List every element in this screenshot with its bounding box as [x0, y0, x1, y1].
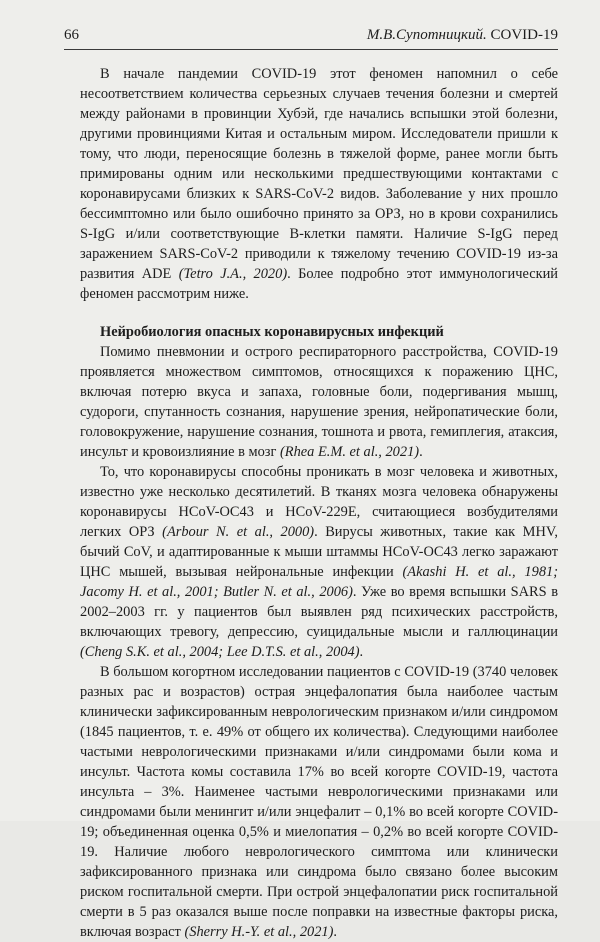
paragraph-cohort-study: В большом когортном исследовании пациентов с COVID-19 (3740 человек разных рас и возрастов) острая энцефалопатия была наиболее частым клинически зафиксированным неврологическим признаком и/или синдромом (1845 пациентов, т. е. 49% от общего их количества). Следующими наиболее частыми неврологическими признаками и/или синдромами были кома и инсульт. Частота комы составила 17% во всей когорте COVID-19, частота инсульта – 3%. Наименее частыми неврологическими признаками или синдромами были менингит и/или энцефалит – 0,1% во всей когорте COVID-19; объединенная оценка 0,5% и миелопатия – 0,2% во всей когорте COVID-19. Наличие любого неврологического симптома или клинически зафиксированного признака или синдрома было связано более высоким риском госпитальной смерти. При острой энцефалопатии риск госпитальной смерти в 5 раз оказался выше после поправки на известные факторы риска, включая возраст (Sherry H.-Y. et al., 2021). [80, 664, 558, 940]
citation: (Sherry H.-Y. et al., 2021) [184, 924, 334, 940]
running-head-title: COVID-19 [490, 27, 558, 43]
running-head-author: М.В.Супотницкий. [366, 27, 487, 43]
section-heading: Нейробиология опасных коронавирусных инфекций [100, 324, 444, 340]
header-rule [64, 49, 558, 50]
paragraph-symptoms: Помимо пневмонии и острого респираторного расстройства, COVID-19 проявляется множеством симптомов, относящихся к поражению ЦНС, включая потерю вкуса и запаха, головные боли, подергивания мышц, судороги, спутанность сознания, нарушение зрения, нейропатические боли, головокружение, нарушение сознания, тошнота и рвота, гемиплегия, атаксия, инсульт и кровоизлияние в мозг (Rhea E.M. et al., 2021). [80, 344, 558, 460]
page-number: 66 [64, 27, 79, 43]
paragraph-intro: В начале пандемии COVID-19 этот феномен напомнил о себе несоответствием количества серьезных случаев течения болезни и смертей между районами в провинции Хубэй, где начались вспышки этой болезни, другими провинциями Китая и остальным миром. Исследователи пришли к тому, что люди, переносящие болезнь в тяжелой форме, ранее могли быть примированы одним или несколькими предшествующими контактами с коронавирусами близких к SARS-CoV-2 видов. Заболевание у них прошло бессимптомно или было ошибочно принято за ОРЗ, но в крови сохранились S-IgG и/или соответствующие B-клетки памяти. Наличие S-IgG перед заражением SARS-CoV-2 приводили к тяжелому течению COVID-19 из-за развития ADE (Tetro J.A., 2020). Более подробно этот иммунологический феномен рассмотрим ниже. [80, 66, 558, 302]
citation: (Tetro J.A., 2020) [178, 266, 288, 282]
paragraph-coronavirus-brain: То, что коронавирусы способны проникать в мозг человека и животных, известно уже несколько десятилетий. В тканях мозга человека обнаружены коронавирусы HCoV-OC43 и HCoV-229E, считающиеся возбудителями легких ОРЗ (Arbour N. et al., 2000). Вирусы животных, такие как MHV, бычий CoV, и адаптированные к мыши штаммы HCoV-OC43 легко заражают ЦНС мышей, вызывая нейрональные инфекции (Akashi H. et al., 1981; Jacomy H. et al., 2001; Butler N. et al., 2006). Уже во время вспышки SARS в 2002–2003 гг. у пациентов был выявлен ряд психических расстройств, включающих тревогу, депрессию, суицидальные мысли и галлюцинации (Cheng S.K. et al., 2004; Lee D.T.S. et al., 2004). [80, 464, 558, 660]
page-body [80, 64, 558, 942]
running-head [367, 26, 558, 44]
citation: (Cheng S.K. et al., 2004; Lee D.T.S. et al., 2004) [80, 644, 360, 660]
citation: (Akashi H. et al., 1981; Jacomy H. et al., 2001; Butler N. et al., 2006) [80, 564, 558, 600]
citation: (Arbour N. et al., 2000) [162, 524, 315, 540]
citation: (Rhea E.M. et al., 2021) [279, 444, 420, 460]
